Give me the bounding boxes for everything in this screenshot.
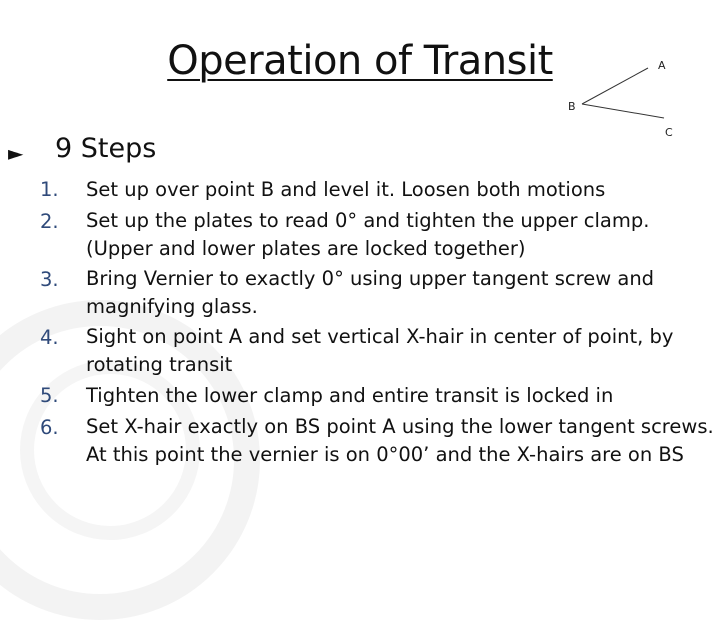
step-text: Set up the plates to read 0° and tighten the upper clamp. (Upper and lower plates are locked together)	[86, 209, 650, 260]
step-number: 4.	[40, 326, 59, 349]
step-text: Bring Vernier to exactly 0° using upper tangent screw and magnifying glass.	[86, 267, 655, 318]
list-item-step-6	[0, 413, 715, 469]
list-item-step-2	[0, 207, 715, 263]
step-text: Set X-hair exactly on BS point A using the lower tangent screws. At this point the vernier is on 0°00’ and the X-hairs are on BS	[86, 415, 714, 466]
step-number: 5.	[40, 384, 59, 407]
list-item-step-4	[0, 323, 715, 379]
step-text: Sight on point A and set vertical X-hair in center of point, by rotating transit	[86, 325, 674, 376]
diagram-label-c: C	[665, 126, 673, 139]
diagram-label-a: A	[658, 59, 666, 72]
step-text: Tighten the lower clamp and entire transit is locked in	[86, 384, 614, 407]
steps-heading: 9 Steps	[55, 133, 157, 164]
list-item-step-1	[0, 175, 715, 205]
step-text: Set up over point B and level it. Loosen both motions	[86, 178, 606, 201]
line-b-to-c	[582, 104, 664, 118]
page-title: Operation of Transit	[167, 38, 553, 84]
step-number: 1.	[40, 178, 59, 201]
steps-list	[0, 175, 715, 471]
list-item-step-5	[0, 381, 715, 411]
step-number: 6.	[40, 416, 59, 439]
diagram-label-b: B	[568, 100, 576, 113]
line-b-to-a	[582, 68, 648, 104]
bullet-arrow-icon: ►	[8, 141, 24, 165]
list-item-step-3	[0, 265, 715, 321]
step-number: 2.	[40, 210, 59, 233]
step-number: 3.	[40, 268, 59, 291]
angle-diagram	[560, 50, 690, 140]
